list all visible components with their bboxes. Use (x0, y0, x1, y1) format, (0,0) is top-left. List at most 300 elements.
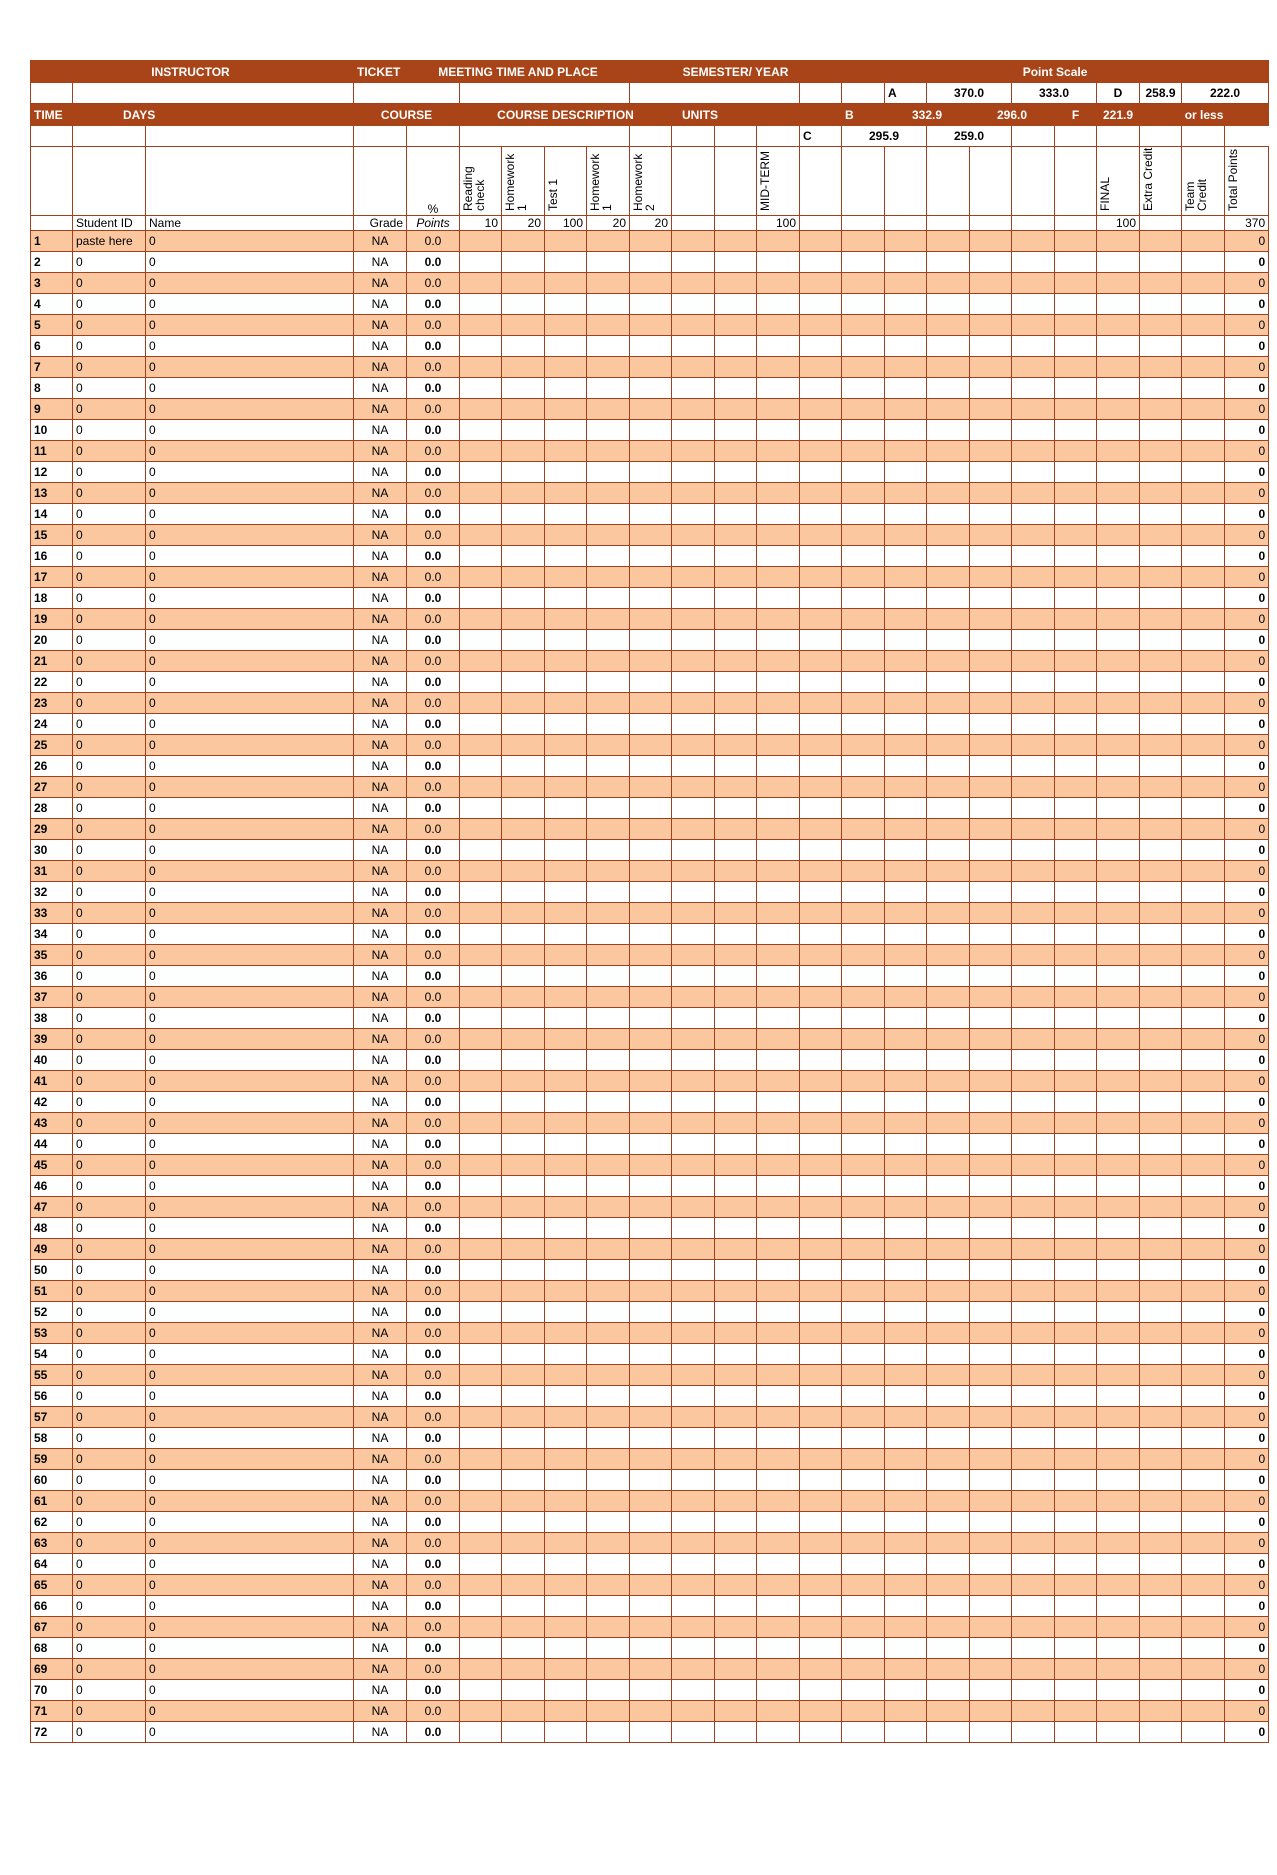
score-cell[interactable] (842, 735, 885, 756)
score-cell[interactable] (970, 924, 1012, 945)
score-cell[interactable] (460, 1680, 502, 1701)
score-cell[interactable] (630, 1449, 672, 1470)
score-cell[interactable] (1012, 672, 1055, 693)
score-cell[interactable] (842, 1239, 885, 1260)
score-cell[interactable] (842, 1155, 885, 1176)
score-cell[interactable] (1140, 1722, 1182, 1743)
score-cell[interactable] (1055, 546, 1097, 567)
score-cell[interactable] (630, 693, 672, 714)
score-cell[interactable] (502, 1722, 545, 1743)
score-cell[interactable] (885, 609, 927, 630)
score-cell[interactable] (672, 1323, 715, 1344)
score-cell[interactable] (800, 1176, 842, 1197)
score-cell[interactable] (587, 1260, 630, 1281)
score-cell[interactable] (757, 273, 800, 294)
score-cell[interactable] (1055, 1092, 1097, 1113)
score-cell[interactable] (1182, 651, 1225, 672)
score-cell[interactable] (587, 1449, 630, 1470)
score-cell[interactable] (502, 1092, 545, 1113)
score-cell[interactable] (630, 1344, 672, 1365)
score-cell[interactable] (970, 903, 1012, 924)
score-cell[interactable] (1140, 567, 1182, 588)
score-cell[interactable] (1055, 672, 1097, 693)
score-cell[interactable] (672, 945, 715, 966)
score-cell[interactable] (587, 1638, 630, 1659)
score-cell[interactable] (970, 462, 1012, 483)
score-cell[interactable] (587, 399, 630, 420)
score-cell[interactable] (1055, 882, 1097, 903)
score-cell[interactable] (1140, 693, 1182, 714)
score-cell[interactable] (1097, 1617, 1140, 1638)
score-cell[interactable] (502, 1701, 545, 1722)
score-cell[interactable] (1055, 1029, 1097, 1050)
score-cell[interactable] (1097, 840, 1140, 861)
score-cell[interactable] (587, 1281, 630, 1302)
score-cell[interactable] (587, 1071, 630, 1092)
student-name-cell[interactable]: 0 (146, 1533, 354, 1554)
score-cell[interactable] (885, 1491, 927, 1512)
score-cell[interactable] (800, 798, 842, 819)
score-cell[interactable] (545, 252, 587, 273)
score-cell[interactable] (1012, 714, 1055, 735)
score-cell[interactable] (545, 882, 587, 903)
score-cell[interactable] (757, 1176, 800, 1197)
score-cell[interactable] (672, 1281, 715, 1302)
score-cell[interactable] (1140, 357, 1182, 378)
score-cell[interactable] (715, 1197, 757, 1218)
score-cell[interactable] (927, 483, 970, 504)
score-cell[interactable] (970, 777, 1012, 798)
score-cell[interactable] (460, 567, 502, 588)
score-cell[interactable] (502, 1617, 545, 1638)
score-cell[interactable] (970, 252, 1012, 273)
score-cell[interactable] (672, 1554, 715, 1575)
score-cell[interactable] (842, 672, 885, 693)
score-cell[interactable] (672, 1344, 715, 1365)
student-id-cell[interactable]: 0 (73, 735, 146, 756)
instructor-field[interactable] (31, 83, 73, 104)
score-cell[interactable] (1012, 1302, 1055, 1323)
score-cell[interactable] (630, 630, 672, 651)
score-cell[interactable] (1097, 441, 1140, 462)
student-id-cell[interactable]: 0 (73, 903, 146, 924)
score-cell[interactable] (587, 273, 630, 294)
score-cell[interactable] (1012, 1428, 1055, 1449)
score-cell[interactable] (502, 882, 545, 903)
score-cell[interactable] (1012, 1008, 1055, 1029)
score-cell[interactable] (927, 1722, 970, 1743)
score-cell[interactable] (545, 588, 587, 609)
score-cell[interactable] (1097, 1659, 1140, 1680)
score-cell[interactable] (1012, 399, 1055, 420)
score-cell[interactable] (502, 1407, 545, 1428)
score-cell[interactable] (885, 1365, 927, 1386)
student-id-cell[interactable]: 0 (73, 1386, 146, 1407)
score-cell[interactable] (1055, 945, 1097, 966)
score-cell[interactable] (587, 1239, 630, 1260)
score-cell[interactable] (842, 462, 885, 483)
score-cell[interactable] (757, 1701, 800, 1722)
score-cell[interactable] (460, 798, 502, 819)
score-cell[interactable] (885, 1617, 927, 1638)
score-cell[interactable] (502, 1449, 545, 1470)
score-cell[interactable] (1097, 567, 1140, 588)
score-cell[interactable] (545, 966, 587, 987)
score-cell[interactable] (842, 1134, 885, 1155)
score-cell[interactable] (1097, 1239, 1140, 1260)
score-cell[interactable] (630, 1512, 672, 1533)
score-cell[interactable] (460, 1239, 502, 1260)
score-cell[interactable] (842, 1302, 885, 1323)
score-cell[interactable] (757, 525, 800, 546)
student-id-cell[interactable]: 0 (73, 1260, 146, 1281)
score-cell[interactable] (460, 840, 502, 861)
score-cell[interactable] (672, 903, 715, 924)
score-cell[interactable] (927, 1365, 970, 1386)
score-cell[interactable] (1097, 315, 1140, 336)
score-cell[interactable] (970, 504, 1012, 525)
student-id-cell[interactable]: 0 (73, 1617, 146, 1638)
score-cell[interactable] (672, 378, 715, 399)
score-cell[interactable] (842, 1491, 885, 1512)
score-cell[interactable] (1140, 987, 1182, 1008)
score-cell[interactable] (672, 1701, 715, 1722)
score-cell[interactable] (630, 546, 672, 567)
score-cell[interactable] (587, 777, 630, 798)
score-cell[interactable] (672, 987, 715, 1008)
score-cell[interactable] (715, 882, 757, 903)
score-cell[interactable] (927, 945, 970, 966)
score-cell[interactable] (800, 1155, 842, 1176)
score-cell[interactable] (970, 420, 1012, 441)
student-id-cell[interactable]: 0 (73, 483, 146, 504)
score-cell[interactable] (1012, 651, 1055, 672)
score-cell[interactable] (1182, 987, 1225, 1008)
score-cell[interactable] (672, 252, 715, 273)
score-cell[interactable] (1097, 609, 1140, 630)
score-cell[interactable] (545, 1407, 587, 1428)
score-cell[interactable] (800, 1449, 842, 1470)
score-cell[interactable] (1055, 1659, 1097, 1680)
score-cell[interactable] (587, 1323, 630, 1344)
score-cell[interactable] (587, 483, 630, 504)
score-cell[interactable] (545, 798, 587, 819)
score-cell[interactable] (460, 483, 502, 504)
score-cell[interactable] (1182, 1701, 1225, 1722)
score-cell[interactable] (672, 1239, 715, 1260)
score-cell[interactable] (970, 399, 1012, 420)
student-name-cell[interactable]: 0 (146, 1155, 354, 1176)
score-cell[interactable] (927, 315, 970, 336)
score-cell[interactable] (587, 1533, 630, 1554)
score-cell[interactable] (757, 378, 800, 399)
score-cell[interactable] (1140, 504, 1182, 525)
score-cell[interactable] (757, 1008, 800, 1029)
score-cell[interactable] (545, 525, 587, 546)
score-cell[interactable] (502, 840, 545, 861)
score-cell[interactable] (672, 882, 715, 903)
student-id-cell[interactable]: 0 (73, 1449, 146, 1470)
score-cell[interactable] (927, 588, 970, 609)
student-id-cell[interactable]: 0 (73, 819, 146, 840)
student-id-cell[interactable]: 0 (73, 1176, 146, 1197)
score-cell[interactable] (757, 1218, 800, 1239)
score-cell[interactable] (672, 504, 715, 525)
score-cell[interactable] (630, 567, 672, 588)
score-cell[interactable] (545, 1218, 587, 1239)
score-cell[interactable] (715, 924, 757, 945)
student-id-cell[interactable]: 0 (73, 1554, 146, 1575)
score-cell[interactable] (460, 1407, 502, 1428)
score-cell[interactable] (715, 483, 757, 504)
score-cell[interactable] (1012, 462, 1055, 483)
score-cell[interactable] (460, 861, 502, 882)
score-cell[interactable] (800, 1281, 842, 1302)
score-cell[interactable] (842, 924, 885, 945)
days-field-2[interactable] (146, 126, 354, 147)
score-cell[interactable] (885, 252, 927, 273)
score-cell[interactable] (460, 336, 502, 357)
student-name-cell[interactable]: 0 (146, 1491, 354, 1512)
score-cell[interactable] (1182, 1008, 1225, 1029)
score-cell[interactable] (970, 672, 1012, 693)
score-cell[interactable] (927, 630, 970, 651)
score-cell[interactable] (545, 1596, 587, 1617)
score-cell[interactable] (1182, 546, 1225, 567)
student-id-cell[interactable]: 0 (73, 1008, 146, 1029)
score-cell[interactable] (630, 1386, 672, 1407)
student-id-cell[interactable]: 0 (73, 777, 146, 798)
student-name-cell[interactable]: 0 (146, 504, 354, 525)
score-cell[interactable] (502, 924, 545, 945)
score-cell[interactable] (927, 546, 970, 567)
score-cell[interactable] (460, 399, 502, 420)
score-cell[interactable] (1055, 1218, 1097, 1239)
score-cell[interactable] (630, 1323, 672, 1344)
score-cell[interactable] (460, 1638, 502, 1659)
student-name-cell[interactable]: 0 (146, 1386, 354, 1407)
score-cell[interactable] (927, 1260, 970, 1281)
score-cell[interactable] (1097, 798, 1140, 819)
score-cell[interactable] (1097, 546, 1140, 567)
score-cell[interactable] (757, 693, 800, 714)
student-name-cell[interactable]: 0 (146, 1323, 354, 1344)
score-cell[interactable] (842, 336, 885, 357)
score-cell[interactable] (672, 1008, 715, 1029)
score-cell[interactable] (1097, 1722, 1140, 1743)
score-cell[interactable] (545, 231, 587, 252)
score-cell[interactable] (715, 1155, 757, 1176)
score-cell[interactable] (842, 357, 885, 378)
score-cell[interactable] (800, 546, 842, 567)
score-cell[interactable] (715, 588, 757, 609)
student-name-cell[interactable]: 0 (146, 672, 354, 693)
score-cell[interactable] (1140, 819, 1182, 840)
score-cell[interactable] (885, 504, 927, 525)
score-cell[interactable] (502, 798, 545, 819)
score-cell[interactable] (502, 1491, 545, 1512)
score-cell[interactable] (1140, 756, 1182, 777)
score-cell[interactable] (970, 861, 1012, 882)
score-cell[interactable] (1182, 819, 1225, 840)
score-cell[interactable] (1055, 1134, 1097, 1155)
score-cell[interactable] (800, 1554, 842, 1575)
score-cell[interactable] (842, 1470, 885, 1491)
score-cell[interactable] (460, 714, 502, 735)
score-cell[interactable] (1182, 924, 1225, 945)
score-cell[interactable] (1140, 672, 1182, 693)
score-cell[interactable] (545, 1512, 587, 1533)
score-cell[interactable] (460, 1617, 502, 1638)
score-cell[interactable] (1012, 798, 1055, 819)
score-cell[interactable] (545, 945, 587, 966)
student-name-cell[interactable]: 0 (146, 966, 354, 987)
score-cell[interactable] (885, 1281, 927, 1302)
score-cell[interactable] (1097, 819, 1140, 840)
score-cell[interactable] (715, 1281, 757, 1302)
score-cell[interactable] (757, 882, 800, 903)
score-cell[interactable] (630, 525, 672, 546)
score-cell[interactable] (545, 1428, 587, 1449)
score-cell[interactable] (757, 315, 800, 336)
score-cell[interactable] (672, 1512, 715, 1533)
score-cell[interactable] (1012, 1596, 1055, 1617)
score-cell[interactable] (757, 903, 800, 924)
student-id-cell[interactable]: 0 (73, 1071, 146, 1092)
score-cell[interactable] (1097, 1008, 1140, 1029)
score-cell[interactable] (970, 1638, 1012, 1659)
score-cell[interactable] (1140, 1449, 1182, 1470)
student-name-cell[interactable]: 0 (146, 861, 354, 882)
student-name-cell[interactable]: 0 (146, 1092, 354, 1113)
score-cell[interactable] (545, 903, 587, 924)
score-cell[interactable] (970, 1092, 1012, 1113)
score-cell[interactable] (800, 294, 842, 315)
score-cell[interactable] (885, 630, 927, 651)
score-cell[interactable] (672, 357, 715, 378)
student-name-cell[interactable]: 0 (146, 462, 354, 483)
score-cell[interactable] (1012, 1491, 1055, 1512)
score-cell[interactable] (1140, 840, 1182, 861)
score-cell[interactable] (460, 1113, 502, 1134)
score-cell[interactable] (970, 525, 1012, 546)
student-id-cell[interactable]: 0 (73, 1680, 146, 1701)
score-cell[interactable] (842, 378, 885, 399)
score-cell[interactable] (1182, 273, 1225, 294)
score-cell[interactable] (502, 756, 545, 777)
score-cell[interactable] (1055, 924, 1097, 945)
score-cell[interactable] (757, 819, 800, 840)
score-cell[interactable] (800, 1407, 842, 1428)
score-cell[interactable] (970, 609, 1012, 630)
score-cell[interactable] (800, 651, 842, 672)
score-cell[interactable] (1182, 630, 1225, 651)
student-name-cell[interactable]: 0 (146, 1071, 354, 1092)
score-cell[interactable] (1140, 378, 1182, 399)
score-cell[interactable] (885, 399, 927, 420)
score-cell[interactable] (927, 966, 970, 987)
score-cell[interactable] (587, 336, 630, 357)
score-cell[interactable] (842, 798, 885, 819)
student-id-cell[interactable]: 0 (73, 966, 146, 987)
score-cell[interactable] (1097, 336, 1140, 357)
score-cell[interactable] (1182, 1323, 1225, 1344)
score-cell[interactable] (1140, 483, 1182, 504)
score-cell[interactable] (502, 609, 545, 630)
score-cell[interactable] (545, 1176, 587, 1197)
score-cell[interactable] (1012, 987, 1055, 1008)
score-cell[interactable] (460, 651, 502, 672)
score-cell[interactable] (715, 798, 757, 819)
score-cell[interactable] (927, 672, 970, 693)
score-cell[interactable] (885, 1680, 927, 1701)
score-cell[interactable] (460, 1071, 502, 1092)
score-cell[interactable] (1055, 1554, 1097, 1575)
score-cell[interactable] (502, 1554, 545, 1575)
score-cell[interactable] (630, 1260, 672, 1281)
score-cell[interactable] (885, 1176, 927, 1197)
score-cell[interactable] (460, 525, 502, 546)
score-cell[interactable] (885, 1239, 927, 1260)
student-id-cell[interactable]: 0 (73, 525, 146, 546)
score-cell[interactable] (1140, 273, 1182, 294)
score-cell[interactable] (587, 420, 630, 441)
score-cell[interactable] (672, 1092, 715, 1113)
score-cell[interactable] (757, 840, 800, 861)
score-cell[interactable] (800, 378, 842, 399)
score-cell[interactable] (630, 273, 672, 294)
score-cell[interactable] (630, 1638, 672, 1659)
score-cell[interactable] (1055, 357, 1097, 378)
score-cell[interactable] (757, 1638, 800, 1659)
score-cell[interactable] (672, 441, 715, 462)
score-cell[interactable] (1140, 1218, 1182, 1239)
score-cell[interactable] (545, 756, 587, 777)
score-cell[interactable] (757, 1575, 800, 1596)
student-name-cell[interactable]: 0 (146, 1281, 354, 1302)
score-cell[interactable] (757, 1722, 800, 1743)
score-cell[interactable] (970, 1008, 1012, 1029)
score-cell[interactable] (927, 924, 970, 945)
student-name-cell[interactable]: 0 (146, 1680, 354, 1701)
score-cell[interactable] (1055, 1701, 1097, 1722)
score-cell[interactable] (970, 1596, 1012, 1617)
score-cell[interactable] (927, 1239, 970, 1260)
student-id-cell[interactable]: 0 (73, 1113, 146, 1134)
score-cell[interactable] (842, 714, 885, 735)
score-cell[interactable] (630, 1029, 672, 1050)
student-name-cell[interactable]: 0 (146, 1512, 354, 1533)
score-cell[interactable] (1140, 630, 1182, 651)
score-cell[interactable] (1182, 840, 1225, 861)
score-cell[interactable] (1097, 1071, 1140, 1092)
score-cell[interactable] (1140, 1659, 1182, 1680)
score-cell[interactable] (630, 714, 672, 735)
score-cell[interactable] (970, 1701, 1012, 1722)
score-cell[interactable] (800, 357, 842, 378)
score-cell[interactable] (672, 777, 715, 798)
score-cell[interactable] (927, 1323, 970, 1344)
score-cell[interactable] (672, 693, 715, 714)
score-cell[interactable] (715, 819, 757, 840)
score-cell[interactable] (715, 987, 757, 1008)
score-cell[interactable] (800, 462, 842, 483)
score-cell[interactable] (630, 819, 672, 840)
score-cell[interactable] (545, 924, 587, 945)
score-cell[interactable] (460, 1491, 502, 1512)
score-cell[interactable] (1012, 1680, 1055, 1701)
score-cell[interactable] (885, 1596, 927, 1617)
